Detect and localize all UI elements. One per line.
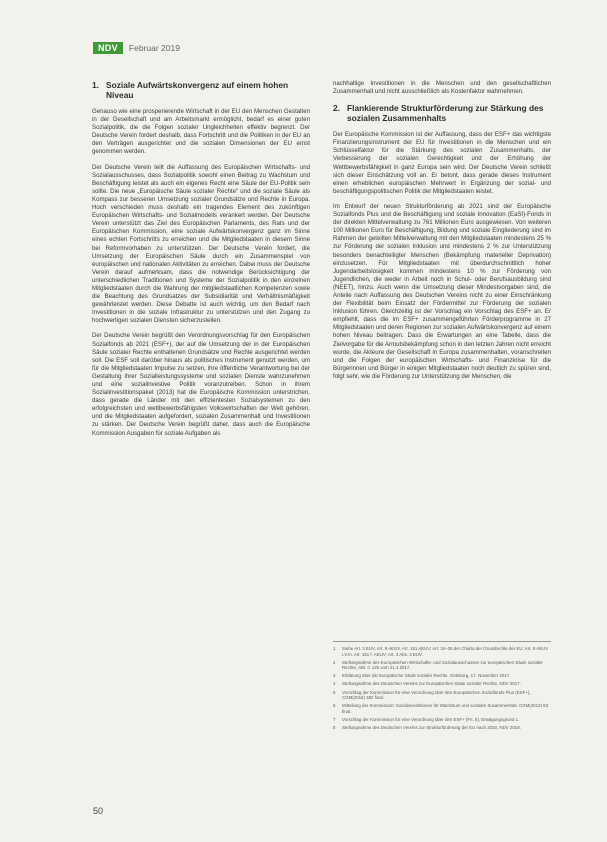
footnote-number: 6 bbox=[333, 703, 336, 709]
footnote bbox=[333, 703, 551, 714]
footnote bbox=[333, 725, 551, 731]
footnote-number: 3 bbox=[333, 673, 336, 679]
footnote-text: Vorschlag der Kommission für eine Verordnung über den ESF+ (Fn. 5), Erwägungsgrund 1. bbox=[342, 716, 520, 722]
journal-badge: NDV bbox=[93, 42, 123, 54]
footnote bbox=[333, 681, 551, 687]
paragraph: nachhaltige Investitionen in die Menschen und den gesellschaftlichen Zusammenhalt und nicht ausschließlich als Kostenfaktor wahrnehmen. bbox=[333, 80, 551, 96]
footnote-text: Stellungnahme des Deutschen Vereins zur Strukturförderung der EU nach 2020, NDV 2018. bbox=[342, 725, 521, 731]
footnote bbox=[333, 673, 551, 679]
right-column bbox=[333, 80, 551, 388]
paragraph: Der Deutsche Verein teilt die Auffassung des Europäischen Wirtschafts- und Sozialausschusses, dass Sozialpolitik sowohl einen Beitrag zu Wachstum und Beschäftigung leistet als auch ein eigenes Recht eine Säule der EU-Politik sein sollte. Die neue „Europäische Säule sozialer Rechte“ und die soziale Säule als Kompass zur besseren Umsetzung sozialer Grundsätze und Rechte in Europa. Hoch verschieden muss deshalb ein tragendes Element des zukünftigen Europäischen Wirtschafts- und Sozialmodells verankert werden. Der Deutsche Verein unterstützt das Ziel des Europäischen Parlaments, des Rats und der Europäischen Kommission, eine soziale Aufwärtskonvergenz ganz im Sinne eines echten Fortschritts zu erreichen und die Mitgliedstaaten in diesem Sinne bei Reformvorhaben zu unterstützen. Der Deutsche Verein fordert, die Umsetzung der Europäischen Säule durch ein Zusammenspiel von europäischen und nationalen Aktivitäten zu erreichen. Dabei muss der Deutsche Verein darauf aufmerksam, dass die notwendige Berücksichtigung der unterschiedlichen Traditionen und Systeme der Sozialpolitik in den einzelnen Mitgliedstaaten durch die Wahrung der mitgliedstaatlichen Kompetenzen sowie die Beachtung des Grundsatzes der Subsidiarität und Verhältnismäßigkeit gewährleistet werden. Diese Debatte ist auch wichtig, um den Bedarf nach Investitionen in die soziale Infrastruktur zu unterstützen und den Zugang zu hochwertigen sozialen Diensten sicherzustellen. bbox=[92, 163, 310, 325]
paragraph: Der Deutsche Verein begrüßt den Verordnungsvorschlag für den Europäischen Sozialfonds ab 2021 (ESF+), der auf die Umsetzung der in der Europäischen Säule sozialer Rechte enthaltenen Grundsätze und Rechte ausgerichtet werden soll. Die ESF soll darüber hinaus als politisches Instrument genutzt werden, um für die Mitgliedstaaten Impulse zu setzen, ihre öffentliche Verantwortung bei der Gestaltung ihrer Sozialleistungssysteme und sozialen Dienste wahrzunehmen und eine sozialinvestive Politik voranzutreiben. Schon in ihrem Sozialinvestitionspaket (2013) hat die Europäische Kommission unterstrichen, dass gerade die Länder mit den effizientesten Sozialsystemen zu den erfolgreichsten und wettbewerbsfähigsten Volkswirtschaften der Welt gehören, und die Mitgliedstaaten aufgefordert, sozialen Zusammenhalt und Investitionen zu stärken. Der Deutsche Verein begrüßt daher, dass auch die Europäische Kommission Ausgaben für soziale Aufgaben als bbox=[92, 332, 310, 437]
section-title: Flankierende Strukturförderung zur Stärkung des sozialen Zusammenhalts bbox=[347, 103, 544, 124]
footnote-number: 2 bbox=[333, 659, 336, 665]
footnote-text: Stellungnahme des Deutschen Vereins zur Europäischen Säule sozialer Rechte, NDV 2017. bbox=[342, 681, 521, 687]
section-1-heading bbox=[92, 80, 310, 100]
footnote-text: Siehe Art. 3 EUV, Art. 9 AEUV, Art. 151 AEUV; Art. 34–38 der Charta der Grundrechte der EU; Art. 9 AEUV i.V.m. Art. 151 f. AEUV; Art. 3 Abs. 3 EUV. bbox=[342, 646, 549, 657]
paragraph: Der Europäische Kommission ist der Auffassung, dass der ESF+ das wichtigste Finanzierungsinstrument der EU für Investitionen in die Menschen und ein Schlüsselfaktor für die Stärkung des sozialen Zusammenhalts, der Verbesserung der sozialen Gerechtigkeit und der Erhöhung der Wettbewerbsfähigkeit in ganz Europa sein wird. Der Deutsche Verein schließt sich dieser Einschätzung voll an. Er betont, dass gerade dieses Instrument einen erheblichen europäischen Mehrwert in Ergänzung der sozial- und beschäftigungspolitischen Politik der Mitgliedstaaten leistet. bbox=[333, 131, 551, 195]
section-2-heading bbox=[333, 103, 551, 123]
footnote-number: 7 bbox=[333, 716, 336, 722]
page-header bbox=[93, 42, 180, 54]
section-number: 1. bbox=[92, 80, 99, 90]
left-column bbox=[92, 80, 310, 445]
section-number: 2. bbox=[333, 103, 340, 114]
footnote bbox=[333, 646, 551, 657]
issue-date: Februar 2019 bbox=[128, 43, 180, 53]
paragraph: Genauso wie eine prosperierende Wirtschaft in der EU den Menschen Gestalten in der Gesellschaft und am Arbeitsmarkt ermöglicht, bedarf es einer guten Sozialpolitik, die die Folgen sozialer Ungleichheiten effektiv begrenzt. Der Deutsche Verein fordert deshalb, dass Fortschritt und die Politiken in der EU an den Verträgen ausgerichtet und die sozialen Dimensionen der EU ernst genommen werden. bbox=[92, 108, 310, 156]
footnote bbox=[333, 690, 551, 701]
footnote-number: 5 bbox=[333, 689, 336, 695]
footnote-text: Vorschlag der Kommission für eine Verordnung über den Europäischen Sozialfonds Plus (ESF+), COM(2018) 382 final. bbox=[342, 689, 531, 701]
paragraph: Im Entwurf der neuen Strukturförderung ab 2021 sind der Europäische Sozialfonds Plus und die Beschäftigung und soziale Innovation (EaSI)-Fonds in der direkten Mittelverwaltung zu 761 Millionen Euro ausgewiesen. Von weiteren 100 Millionen Euro für Beschäftigung, Bildung und soziale Eingliederung sind im Rahmen der geteilten Mittelverwaltung mit den Mitgliedstaaten mindestens 25 % zur Förderung der sozialen Inklusion und mindestens 2 % zur Unterstützung besonders benachteiligter Menschen (Bekämpfung materieller Deprivation) einzusetzen. Für Mitgliedstaaten mit überdurchschnittlich hoher Jugendarbeitslosigkeit kommen mindestens 10 % zur Förderung von Jugendlichen, die weder in Arbeit noch in Schul- oder Berufsausbildung sind (NEET), hinzu. Auch wenn die Umsetzung dieser Mindestvorgaben sind, die Anteile nach Auffassung des Deutschen Vereins nicht zu einer Einschränkung der Flexibilität beim Einsatz der Fördermittel zur Förderung der sozialen Inklusion führen. Gleichzeitig ist der Vorschlag ein Vorschlag des ESF+ an. Er empfiehlt, dass die im ESF+ zusammengeführten Förderprogramme in 27 Mitgliedstaaten und deren Regionen zur sozialen Aufwärtskonvergenz auf einem hohen Niveau beitragen. Dass die Erwartungen an eine Tabelle, dass die Zielvorgabe für die Armutsbekämpfung schon in den letzten Jahren nicht erreicht wurde, die Akteure der Gesellschaft in Europa zusammenhalten, voranschreiten und die Folgen der europäischen Wirtschafts- und Finanzkrise für die Bürgerinnen und Bürger in einigen Mitgliedstaaten noch deutlich zu spüren sind, folgt sehr, wie die Förderung zur Unterstützung der Menschen, die bbox=[333, 202, 551, 380]
footnote-text: Erklärung über die Europäische Säule sozialer Rechte, Göteborg, 17. November 2017. bbox=[342, 673, 511, 679]
footnote bbox=[333, 717, 551, 723]
footnote-text: Stellungnahme des Europäischen Wirtschafts- und Sozialausschusses zur europäischen Säule sozialer Rechte, ABl. C 125 vom 21.4.2017. bbox=[342, 659, 543, 671]
section-title: Soziale Aufwärtskonvergenz auf einem hohen Niveau bbox=[106, 80, 289, 100]
page-number: 50 bbox=[93, 806, 104, 816]
footnote-text: Mitteilung der Kommission: Sozialinvestitionen für Wachstum und sozialen Zusammenhalt, COM(2013) 83 final. bbox=[342, 703, 549, 714]
footnote-number: 4 bbox=[333, 681, 336, 687]
footnote bbox=[333, 660, 551, 671]
footnote-number: 8 bbox=[333, 725, 336, 731]
footnotes bbox=[333, 641, 551, 733]
footnote-number: 1 bbox=[333, 646, 336, 651]
